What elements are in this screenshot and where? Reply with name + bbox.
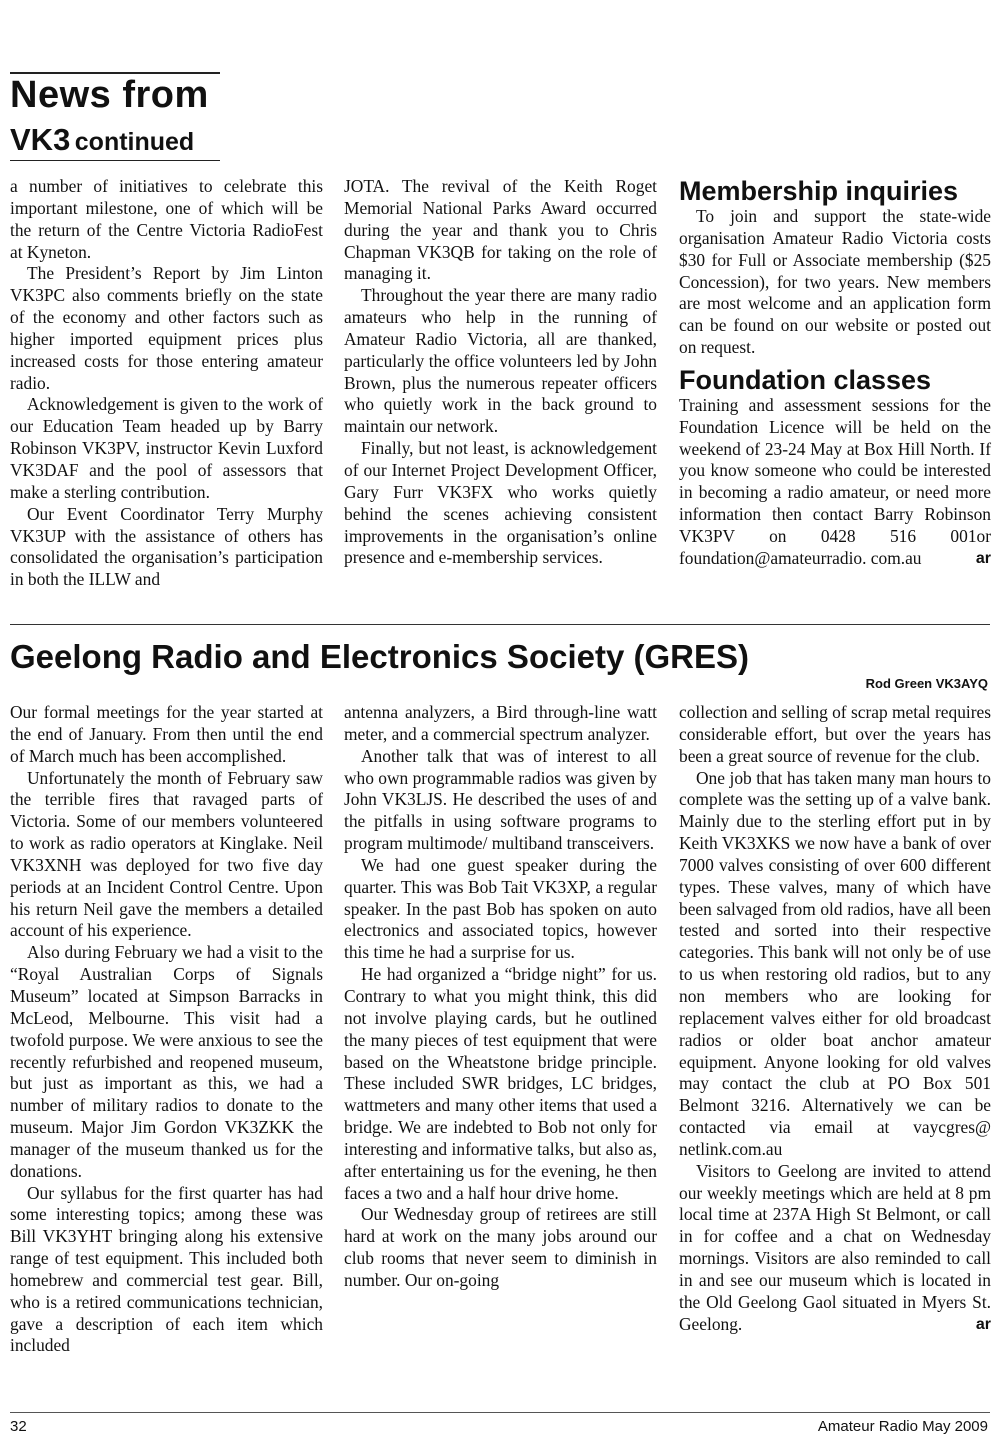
paragraph: To join and support the state-wide organisation Amateur Radio Victoria costs $30 for Full or Associate membership ($25 Concession), for two years. New members are most welcome and an application form can be found on our website or posted out on request. <box>679 206 991 358</box>
section-title-continued: continued <box>74 128 195 156</box>
paragraph <box>679 395 991 570</box>
paragraph: antenna analyzers, a Bird through-line watt meter, and a commercial spectrum analyzer. <box>344 702 657 744</box>
paragraph: Our Wednesday group of retirees are still hard at work on the many jobs around our club rooms that never seem to diminish in number. Our on-going <box>344 1204 657 1290</box>
vk3-column-1 <box>10 176 323 591</box>
paragraph: Our syllabus for the first quarter has had some interesting topics; among these was Bill VK3YHT bringing along his extensive range of test equipment. This included both homebrew and commercial test gear. Bill, who is a retired communications technician, gave a description of each item which included <box>10 1182 323 1356</box>
article-title: Geelong Radio and Electronics Society (GRES) <box>10 638 749 675</box>
paragraph: Finally, but not least, is acknowledgement of our Internet Project Development Officer, Gary Furr VK3FX who works quietly behind the scenes achieving consistent improvements in the organisation’s online presence and e-membership services. <box>344 438 657 568</box>
paragraph: Also during February we had a visit to the “Royal Australian Corps of Signals Museum” located at Simpson Barracks in McLeod, Melbourne. This visit had a twofold purpose. We were anxious to see the recently refurbished and reopened museum, but just as important as this, we had a number of military radios to donate to the museum. Major Jim Gordon VK3ZKK the manager of the museum thanked us for the donations. <box>10 942 323 1181</box>
vk3-column-3 <box>679 176 991 570</box>
paragraph: Another talk that was of interest to all who own programmable radios was given by John VK3LJS. He described the uses of and the pitfalls in using software programs to program multimode/ multiband transceivers. <box>344 745 657 854</box>
end-mark: ar <box>975 1315 991 1333</box>
paragraph: The President’s Report by Jim Linton VK3PC also comments briefly on the state of the economy and other factors such as higher imported equipment prices plus increased costs for those entering amateur radio. <box>10 263 323 393</box>
publication-footer: Amateur Radio May 2009 <box>817 1418 988 1435</box>
paragraph: One job that has taken many man hours to complete was the setting up of a valve bank. Mainly due to the sterling effort put in by Keith VK3XKS we now have a bank of over 7000 valves consisting of over 600 different types. These valves, many of which have been salvaged from old radios, have all been tested and sorted into their respective categories. This bank will not only be of use to us when restoring old radios, but to any non members who are looking for replacement valves either for old broadcast radios or older boat anchor amateur equipment. Anyone looking for old valves may contact the club at PO Box 501 Belmont 3216. Alternatively we can be contacted via email at vaycgres@ netlink.com.au <box>679 767 991 1159</box>
paragraph: We had one guest speaker during the quarter. This was Bob Tait VK3XP, a regular speaker. In the past Bob has spoken on auto electronics and associated topics, however this time he had a surprise for us. <box>344 854 657 963</box>
paragraph: He had organized a “bridge night” for us. Contrary to what you might think, this did not involve playing cards, but he outlined the many pieces of test equipment that were based on the Wheatstone bridge principle. These included SWR bridges, LC bridges, wattmeters and many other items that used a bridge. We are indebted to Bob not only for interesting and informative talks, but also as, after entertaining us for the evening, he then faces a two and a half hour drive home. <box>344 964 657 1203</box>
paragraph: a number of initiatives to celebrate this important milestone, one of which will be the return of the Centre Victoria RadioFest at Kyneton. <box>10 176 323 262</box>
article-author: Rod Green VK3AYQ <box>865 676 988 691</box>
vk3-column-2 <box>344 176 657 569</box>
page-number: 32 <box>10 1418 27 1435</box>
end-mark: ar <box>975 549 991 567</box>
paragraph: Our formal meetings for the year started at the end of January. From then until the end of March much has been accomplished. <box>10 702 323 766</box>
section-title-line1: News from <box>10 74 209 116</box>
gres-column-1 <box>10 702 323 1357</box>
header-rule-bottom <box>10 160 220 161</box>
gres-column-3 <box>679 702 991 1335</box>
membership-heading: Membership inquiries <box>679 176 959 206</box>
closing-paragraph-text: Visitors to Geelong are invited to attend our weekly meetings which are held at 8 pm local time at 237A High St Belmont, or call in for coffee and a chat on Wednesday mornings. Visitors are also reminded to call in and see our museum which is located in the Old Geelong Gaol situated in Myers St. Geelong. <box>679 1160 991 1334</box>
foundation-text: Training and assessment sessions for the Foundation Licence will be held on the weekend of 23-24 May at Box Hill North. If you know someone who could be interested in becoming a radio amateur, or need more information then contact Barry Robinson VK3PV on 0428 516 001or foundation@amateurradio. com.au <box>679 394 991 568</box>
gres-column-2 <box>344 702 657 1292</box>
paragraph: Acknowledgement is given to the work of our Education Team headed up by Barry Robinson VK3PV, instructor Kevin Luxford VK3DAF and the pool of assessors that make a sterling contribution. <box>10 394 323 502</box>
foundation-heading: Foundation classes <box>679 364 932 395</box>
paragraph: Our Event Coordinator Terry Murphy VK3UP with the assistance of others has consolidated the organisation’s participation in both the ILLW and <box>10 503 323 590</box>
paragraph: collection and selling of scrap metal requires considerable effort, but over the years has been a great source of revenue for the club. <box>679 702 991 766</box>
section-title-line2 <box>10 121 194 165</box>
paragraph: Unfortunately the month of February saw the terrible fires that ravaged parts of Victoria. Some of our members volunteered to work as radio operators at Kinglake. Neil VK3XNH was deployed for two five day periods at an Incident Control Centre. Upon his return Neil gave the members a detailed account of his experience. <box>10 767 323 941</box>
section-divider <box>10 624 990 625</box>
paragraph <box>679 1161 991 1336</box>
section-title-vk3: VK3 <box>10 122 71 157</box>
paragraph: Throughout the year there are many radio amateurs who help in the running of Amateur Radio Victoria, all are thanked, particularly the office volunteers led by John Brown, plus the numerous repeater officers who quietly work in the back ground to maintain our network. <box>344 285 657 437</box>
paragraph: JOTA. The revival of the Keith Roget Memorial National Parks Award occurred during the year and thank you to Chris Chapman VK3QB for taking on the role of managing it. <box>344 176 657 284</box>
footer-rule <box>10 1412 990 1413</box>
